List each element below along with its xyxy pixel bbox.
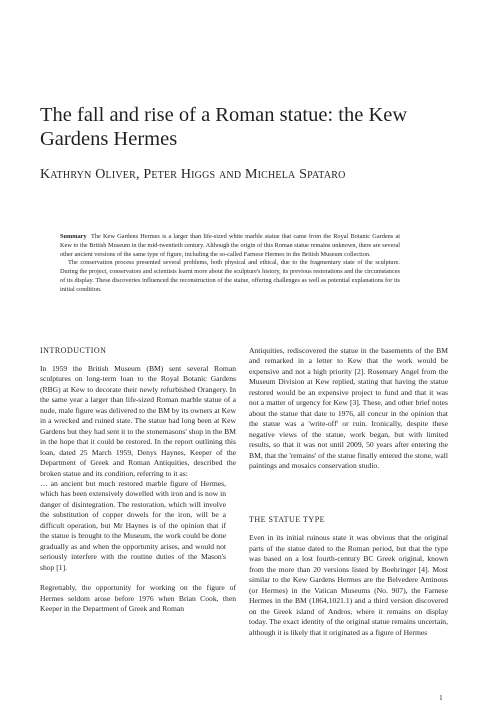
introduction-paragraph-3: Antiquities, rediscovered the statue in the basements of the BM and remarked in a letter to Kew that the work would be expensive and not a high priority [2]. Rosemary Angel from the Museum Division at Kew replied, stating that having the statue restored would be an expensive project to fund and that it was not a matter of urgency for Kew [3]. These, and other brief notes about the statue that date to 1976, all concur in the opinion that the statue was a 'write-off' or ruin. Ironically, despite these negative views of the statue, work began, but with limited results, so that it was not until 2009, 50 years after entering the BM, that the 'remains' of the statue finally entered the stone, wall paintings and mosaics conservation studio.: [249, 346, 448, 470]
article-authors: Kathryn Oliver, Peter Higgs and Michela Spataro: [40, 167, 346, 182]
left-column: [40, 345, 236, 614]
summary-label: Summary: [60, 233, 87, 240]
introduction-paragraph-2: Regrettably, the opportunity for working on the figure of Hermes seldom arose before 1976 when Brian Cook, then Keeper in the Department of Greek and Roman: [40, 583, 236, 613]
page-number: 1: [439, 693, 443, 702]
article-title: The fall and rise of a Roman statue: the Kew Gardens Hermes: [40, 104, 408, 150]
summary-block: [60, 233, 400, 295]
statue-type-heading: THE STATUE TYPE: [249, 515, 326, 525]
summary-text-1: The Kew Gardens Hermes is a larger than life-sized white marble statue that came from the Royal Botanic Gardens at Kew to the British Museum in the mid-twentieth century. Although the origin of this Roman statue remains unknown, there are several other ancient versions of the same type of figure, including the so-called Farnese Hermes in the British Museum collection.: [60, 233, 400, 258]
summary-paragraph-1: [60, 233, 400, 259]
summary-paragraph-2: The conservation process presented several problems, both physical and ethical, due to the fragmentary state of the sculpture. During the project, conservators and scientists learnt more about the sculpture's history, its previous restorations and the circumstances of its display. These discoveries influenced the reconstruction of the statue, offering challenges as well as potential explanations for its initial condition.: [60, 259, 400, 293]
introduction-heading: INTRODUCTION: [40, 346, 107, 355]
right-column: [249, 346, 448, 638]
statue-type-paragraph-1: Even in its initial ruinous state it was obvious that the original parts of the statue dated to the Roman period, but that the type was based on a lost fourth-century BC Greek original, known from the more than 20 versions listed by Boehringer [4]. Most similar to the Kew Gardens Hermes are the Belvedere Antinous (or Hermes) in the Vatican Museums (No. 907), the Farnese Hermes in the BM (1864,1021.1) and a third version discovered on the Greek island of Andros, where it remains on display today. The exact identity of the original statue remains uncertain, although it is likely that it originated as a figure of Hermes: [249, 533, 448, 637]
block-quote: … an ancient but much restored marble figure of Hermes, which has been extensively dowelled with iron and is now in danger of disintegration. The restoration, which will involve the substitution of copper dowels for the iron, will be a difficult operation, but Mr Haynes is of the opinion that if the statue is brought to the Museum, the work could be done gradually as and when the opportunity arises, and would not seriously interfere with the routine duties of the Mason's shop [1].: [40, 478, 226, 572]
introduction-paragraph-1: In 1959 the British Museum (BM) sent several Roman sculptures on long-term loan to the Royal Botanic Gardens (RBG) at Kew to decorate their newly refurbished Orangery. In the same year a larger than life-sized Roman marble statue of a nude, male figure was delivered to the BM by its owners at Kew in a wrecked and ruined state. The statue had long been at Kew Gardens but they had sent it to the stonemasons' shop in the BM in the hope that it could be restored. In the report outlining this loan, dated 25 March 1959, Denys Haynes, Keeper of the Department of Greek and Roman Antiquities, described the broken statue and its condition, referring to it as:: [40, 364, 236, 478]
